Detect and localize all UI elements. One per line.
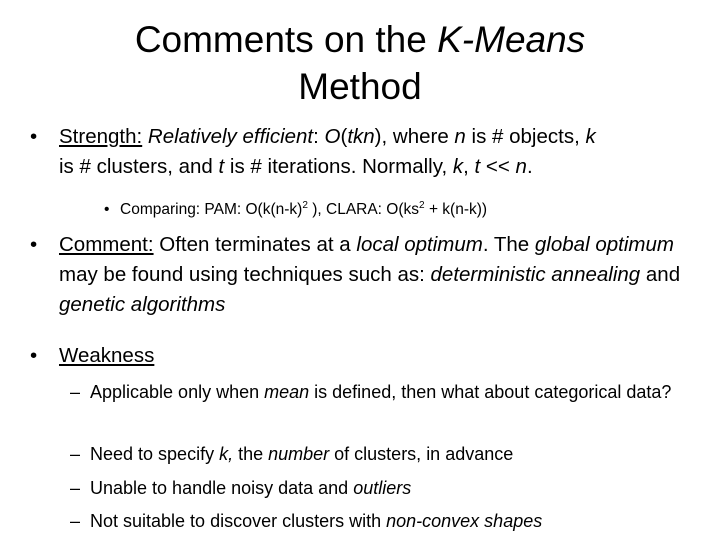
- comment-text: [59, 230, 700, 320]
- sub-bullet-comparing: [104, 199, 704, 221]
- weakness-seg: of clusters, in advance: [329, 444, 514, 464]
- bullet-marker: •: [30, 233, 38, 256]
- weakness-item-text: [90, 441, 700, 467]
- bullet-marker: •: [30, 344, 38, 367]
- comment-seg: local optimum: [356, 233, 483, 256]
- strength-seg: :: [313, 125, 325, 148]
- strength-seg: is # objects,: [465, 125, 586, 148]
- comparing-text: [120, 199, 704, 221]
- comment-seg: may be found using techniques such as:: [59, 263, 431, 286]
- bullet-marker: •: [30, 125, 38, 148]
- weakness-label: Weakness: [59, 344, 155, 367]
- dash-marker: –: [70, 511, 81, 531]
- comment-seg: genetic algorithms: [59, 293, 226, 316]
- comment-seg: deterministic annealing: [430, 263, 641, 286]
- weakness-item: [70, 508, 700, 534]
- weakness-seg: number: [268, 444, 330, 464]
- strength-seg: t: [218, 155, 230, 178]
- strength-seg: .: [526, 155, 533, 178]
- sub-bullet-marker: •: [104, 201, 110, 218]
- strength-seg: k: [452, 155, 464, 178]
- weakness-item-text: [90, 379, 700, 405]
- weakness-seg: Unable to handle noisy data and: [90, 478, 354, 498]
- strength-seg: n: [515, 155, 527, 178]
- bullet-comment: [30, 230, 700, 320]
- weakness-seg: mean: [264, 382, 310, 402]
- strength-seg: (: [340, 125, 348, 148]
- title-line-2: Method: [298, 66, 422, 107]
- weakness-seg: Applicable only when: [90, 382, 265, 402]
- title-text-a: Comments on the: [134, 19, 438, 60]
- slide-title: [60, 16, 660, 110]
- comparing-sup: 2: [302, 199, 308, 211]
- strength-seg: is # iterations. Normally,: [229, 155, 453, 178]
- dash-marker: –: [70, 478, 81, 498]
- comparing-sup: 2: [419, 199, 425, 211]
- strength-seg: ,: [463, 155, 475, 178]
- weakness-item-text: [90, 475, 700, 501]
- weakness-seg: non-convex shapes: [386, 511, 543, 531]
- strength-label: Strength:: [59, 125, 143, 148]
- comment-seg: and: [640, 263, 681, 286]
- strength-text: [59, 122, 700, 182]
- strength-seg: n: [454, 125, 466, 148]
- weakness-seg: is defined, then what about categorical data?: [309, 382, 672, 402]
- dash-marker: –: [70, 444, 81, 464]
- dash-marker: –: [70, 382, 81, 402]
- comment-seg: global optimum: [534, 233, 674, 256]
- weakness-seg: k,: [219, 444, 234, 464]
- strength-seg: is # clusters, and: [59, 155, 219, 178]
- weakness-seg: Not suitable to discover clusters with: [90, 511, 387, 531]
- weakness-seg: the: [233, 444, 269, 464]
- bullet-weakness: [30, 341, 700, 371]
- strength-seg: t: [474, 155, 481, 178]
- comparing-seg: ), CLARA: O(ks: [307, 201, 420, 218]
- comparing-seg: + k(n-k)): [424, 201, 488, 218]
- weakness-item-text: [90, 508, 700, 534]
- strength-seg: tkn: [347, 125, 375, 148]
- title-text-kmeans: K-Means: [437, 19, 586, 60]
- strength-seg: ), where: [374, 125, 455, 148]
- strength-seg: k: [585, 125, 596, 148]
- strength-seg: <<: [480, 155, 516, 178]
- comment-seg: . The: [482, 233, 535, 256]
- strength-seg: O: [324, 125, 341, 148]
- comment-seg: Often terminates at a: [153, 233, 357, 256]
- weakness-seg: Need to specify: [90, 444, 220, 464]
- weakness-item: [70, 441, 700, 467]
- strength-seg: Relatively efficient: [147, 125, 314, 148]
- weakness-seg: outliers: [353, 478, 412, 498]
- weakness-item: [70, 379, 700, 405]
- comment-label: Comment:: [59, 233, 154, 256]
- weakness-item: [70, 475, 700, 501]
- bullet-strength: [30, 122, 700, 182]
- title-line-1: [60, 16, 660, 63]
- comparing-seg: Comparing: PAM: O(k(n-k): [120, 201, 303, 218]
